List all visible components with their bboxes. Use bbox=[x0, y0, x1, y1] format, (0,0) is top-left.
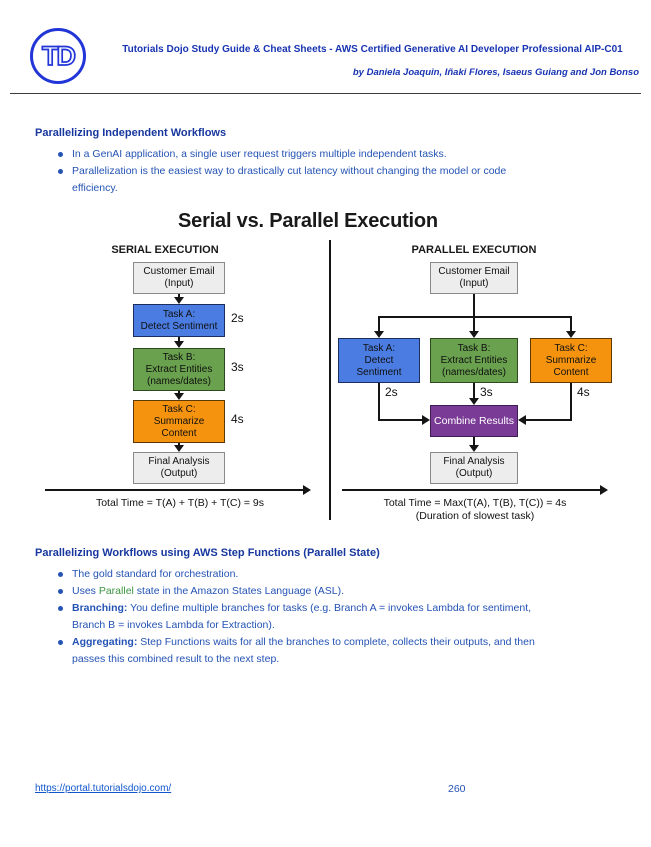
arrow-down-icon bbox=[469, 331, 479, 338]
bullet-dot bbox=[58, 152, 63, 157]
arrow-left-icon bbox=[518, 415, 526, 425]
arrow-down-icon bbox=[174, 341, 184, 348]
bullet-dot bbox=[58, 169, 63, 174]
arrow-line bbox=[473, 383, 475, 399]
parallel-task-b-time: 3s bbox=[480, 385, 493, 399]
section2-heading: Parallelizing Workflows using AWS Step Functions (Parallel State) bbox=[35, 547, 380, 559]
bullet-text: Parallelization is the easiest way to drastically cut latency without changing the model or code efficiency. bbox=[72, 165, 507, 194]
arrow-down-icon bbox=[374, 331, 384, 338]
timeline-line bbox=[45, 489, 305, 491]
doc-title: Tutorials Dojo Study Guide & Cheat Sheets - AWS Certified Generative AI Developer Professional AIP-C01 bbox=[122, 44, 623, 55]
bullet-text: Branching: You define multiple branches for tasks (e.g. Branch A = invokes Lambda for sentiment, Branch B = invokes Lambda for Extraction). bbox=[72, 602, 532, 631]
serial-output-box: Final Analysis (Output) bbox=[133, 452, 225, 484]
arrow-line bbox=[473, 437, 475, 445]
combine-results-box: Combine Results bbox=[430, 405, 518, 437]
serial-task-c-time: 4s bbox=[231, 412, 244, 426]
serial-column-heading: SERIAL EXECUTION bbox=[111, 244, 219, 256]
arrow-line bbox=[378, 316, 380, 332]
arrow-line bbox=[473, 316, 475, 332]
arrow-down-icon bbox=[469, 445, 479, 452]
arrow-down-icon bbox=[566, 331, 576, 338]
parallel-total-time: Total Time = Max(T(A), T(B), T(C)) = 4s bbox=[383, 497, 567, 509]
diagram-title: Serial vs. Parallel Execution bbox=[178, 210, 438, 232]
arrow-right-icon bbox=[303, 485, 311, 495]
fanout-connector-line bbox=[378, 316, 572, 318]
parallel-input-box: Customer Email (Input) bbox=[430, 262, 518, 294]
arrow-down-icon bbox=[174, 393, 184, 400]
header-divider bbox=[10, 93, 641, 94]
serial-task-c-box: Task C: Summarize Content bbox=[133, 400, 225, 443]
parallel-task-a-time: 2s bbox=[385, 385, 398, 399]
parallel-column-heading: PARALLEL EXECUTION bbox=[411, 244, 537, 256]
page-number: 260 bbox=[448, 783, 466, 795]
parallel-task-c-box: Task C: Summarize Content bbox=[530, 338, 612, 383]
serial-task-b-time: 3s bbox=[231, 360, 244, 374]
arrow-right-icon bbox=[422, 415, 430, 425]
list-item bbox=[58, 634, 618, 668]
parallel-task-b-box: Task B: Extract Entities (names/dates) bbox=[430, 338, 518, 383]
list-item bbox=[58, 146, 618, 163]
divider-line bbox=[329, 240, 331, 520]
serial-task-a-time: 2s bbox=[231, 311, 244, 325]
connector-line bbox=[473, 294, 475, 317]
tutorials-dojo-logo bbox=[30, 28, 86, 84]
bullet-text: Uses Parallel state in the Amazon States Language (ASL). bbox=[72, 585, 345, 597]
arrow-line bbox=[570, 316, 572, 332]
parallel-task-c-time: 4s bbox=[577, 385, 590, 399]
bullet-dot bbox=[58, 606, 63, 611]
bullet-text: Aggregating: Step Functions waits for all the branches to complete, collects their outputs, and then passes this combined result to the next step. bbox=[72, 636, 535, 665]
parallel-task-a-box: Task A: Detect Sentiment bbox=[338, 338, 420, 383]
serial-task-a-box: Task A: Detect Sentiment bbox=[133, 304, 225, 337]
arrow-down-icon bbox=[174, 297, 184, 304]
timeline-line bbox=[342, 489, 602, 491]
logo-td-text: TD bbox=[42, 40, 74, 71]
elbow-line bbox=[524, 419, 570, 421]
list-item bbox=[58, 163, 618, 197]
list-item bbox=[58, 583, 618, 600]
serial-input-box: Customer Email (Input) bbox=[133, 262, 225, 294]
serial-task-b-box: Task B: Extract Entities (names/dates) bbox=[133, 348, 225, 391]
arrow-down-icon bbox=[174, 445, 184, 452]
bullet-dot bbox=[58, 589, 63, 594]
bullet-text: The gold standard for orchestration. bbox=[72, 568, 239, 580]
arrow-line bbox=[570, 383, 572, 421]
portal-link[interactable]: https://portal.tutorialsdojo.com/ bbox=[35, 783, 172, 794]
doc-byline: by Daniela Joaquin, Iñaki Flores, Isaeus Guiang and Jon Bonso bbox=[352, 67, 639, 78]
list-item bbox=[58, 566, 618, 583]
elbow-line bbox=[378, 419, 424, 421]
arrow-line bbox=[378, 383, 380, 421]
serial-total-time: Total Time = T(A) + T(B) + T(C) = 9s bbox=[95, 497, 265, 509]
bullet-dot bbox=[58, 572, 63, 577]
list-item bbox=[58, 600, 618, 634]
arrow-down-icon bbox=[469, 398, 479, 405]
parallel-output-box: Final Analysis (Output) bbox=[430, 452, 518, 484]
bullet-text: In a GenAI application, a single user request triggers multiple independent tasks. bbox=[72, 148, 447, 160]
code-token: Parallel bbox=[98, 585, 134, 597]
arrow-right-icon bbox=[600, 485, 608, 495]
section1-heading: Parallelizing Independent Workflows bbox=[35, 127, 227, 139]
bullet-dot bbox=[58, 640, 63, 645]
parallel-total-note: (Duration of slowest task) bbox=[415, 510, 535, 522]
